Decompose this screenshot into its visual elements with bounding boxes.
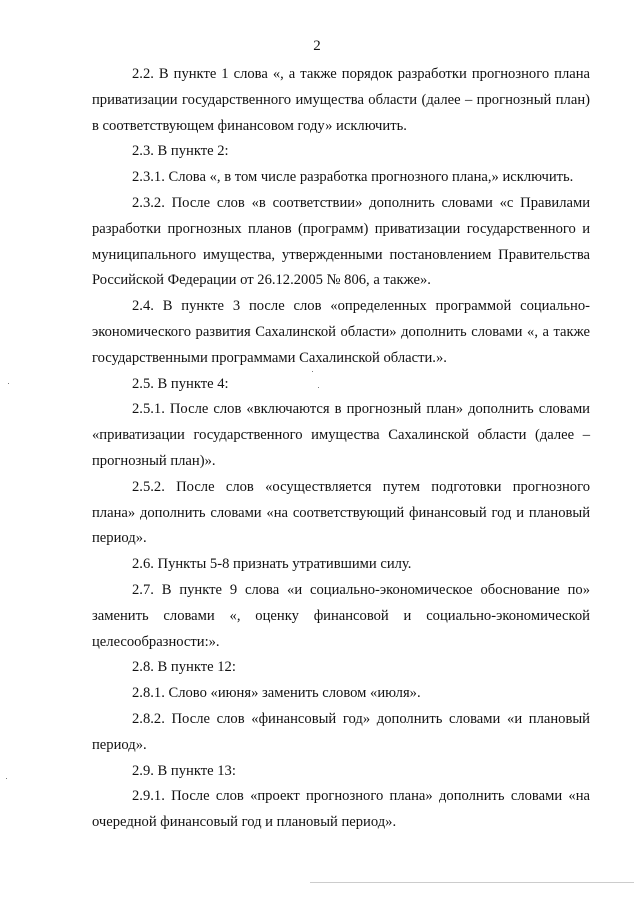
paragraph-2-5-1: 2.5.1. После слов «включаются в прогнозный план» дополнить словами «приватизации государственного имущества Сахалинской области (далее – прогнозный план)». [92,401,590,469]
paragraph-2-5-2: 2.5.2. После слов «осуществляется путем подготовки прогнозного плана» дополнить словами «на соответствующий финансовый год и плановый период». [92,478,590,547]
paragraph-2-7: 2.7. В пункте 9 слова «и социально-экономическое обоснование по» заменить словами «, оценку финансовой и социально-экономической целесообразности:». [92,581,590,650]
paragraph-2-2: 2.2. В пункте 1 слова «, а также порядок разработки прогнозного плана приватизации государственного имущества области (далее – прогнозный план) в соответствующем финансовом году» исключить. [92,66,590,134]
paragraph-2-8: 2.8. В пункте 12: [132,659,236,676]
paragraph-2-8-2: 2.8.2. После слов «финансовый год» дополнить словами «и плановый период». [92,710,590,753]
paragraph-2-3-2: 2.3.2. После слов «в соответствии» дополнить словами «с Правилами разработки прогнозных планов (программ) приватизации государственного и муниципального имущества, утвержденными постановлением Правительства Российской Федерации от 26.12.2005 № 806, а также». [92,194,590,289]
paragraph-2-9: 2.9. В пункте 13: [132,762,236,779]
document-body [92,62,590,836]
paragraph-2-5: 2.5. В пункте 4: [132,375,229,392]
scan-speck [6,778,7,779]
paragraph-2-3: 2.3. В пункте 2: [132,143,229,160]
page-number: 2 [313,38,321,54]
paragraph-2-4: 2.4. В пункте 3 после слов «определенных программой социально-экономического развития Сахалинской области» дополнить словами «, а также государственными программами Сахалинской области.». [92,298,590,366]
scan-speck [312,371,313,372]
paragraph-2-6: 2.6. Пункты 5-8 признать утратившими силу. [132,556,412,573]
paragraph-2-3-1: 2.3.1. Слова «, в том числе разработка прогнозного плана,» исключить. [132,169,574,186]
paragraph-2-8-1: 2.8.1. Слово «июня» заменить словом «июля». [132,685,421,702]
scan-edge-line [310,882,634,883]
paragraph-2-9-1: 2.9.1. После слов «проект прогнозного плана» дополнить словами «на очередной финансовый год и плановый период». [92,788,590,831]
scan-speck [8,383,9,384]
scan-speck [318,387,319,388]
